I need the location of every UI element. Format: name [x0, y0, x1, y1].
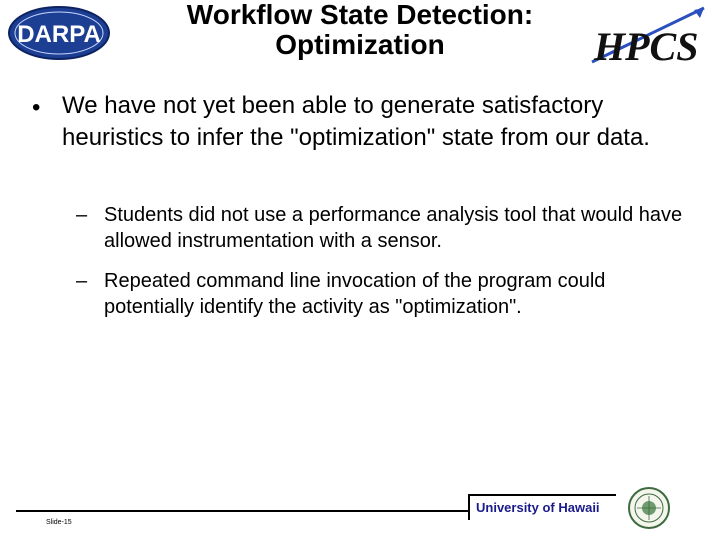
sub-bullet-text: Repeated command line invocation of the program could potentially identify the activity as "optimization". [104, 270, 606, 318]
sub-bullet-dash: – [76, 204, 88, 226]
sub-bullet-dash: – [76, 270, 88, 292]
main-bullet-text: We have not yet been able to generate satisfactory heuristics to infer the "optimization" state from our data. [62, 92, 650, 151]
slide-title [120, 0, 600, 60]
sub-bullet-text: Students did not use a performance analysis tool that would have allowed instrumentation with a sensor. [104, 204, 683, 252]
hpcs-logo [586, 2, 716, 70]
institution-name: University of Hawaii [476, 500, 600, 515]
title-line-1: Workflow State Detection: [186, 0, 534, 30]
university-seal-icon [627, 486, 671, 530]
bullet-dot: • [32, 94, 41, 121]
title-line-2: Optimization [275, 29, 445, 60]
darpa-logo [6, 4, 112, 62]
slide-number: Slide-15 [46, 519, 72, 526]
darpa-logo-text: DARPA [17, 21, 101, 48]
svg-text:HPCS: HPCS [594, 24, 699, 69]
